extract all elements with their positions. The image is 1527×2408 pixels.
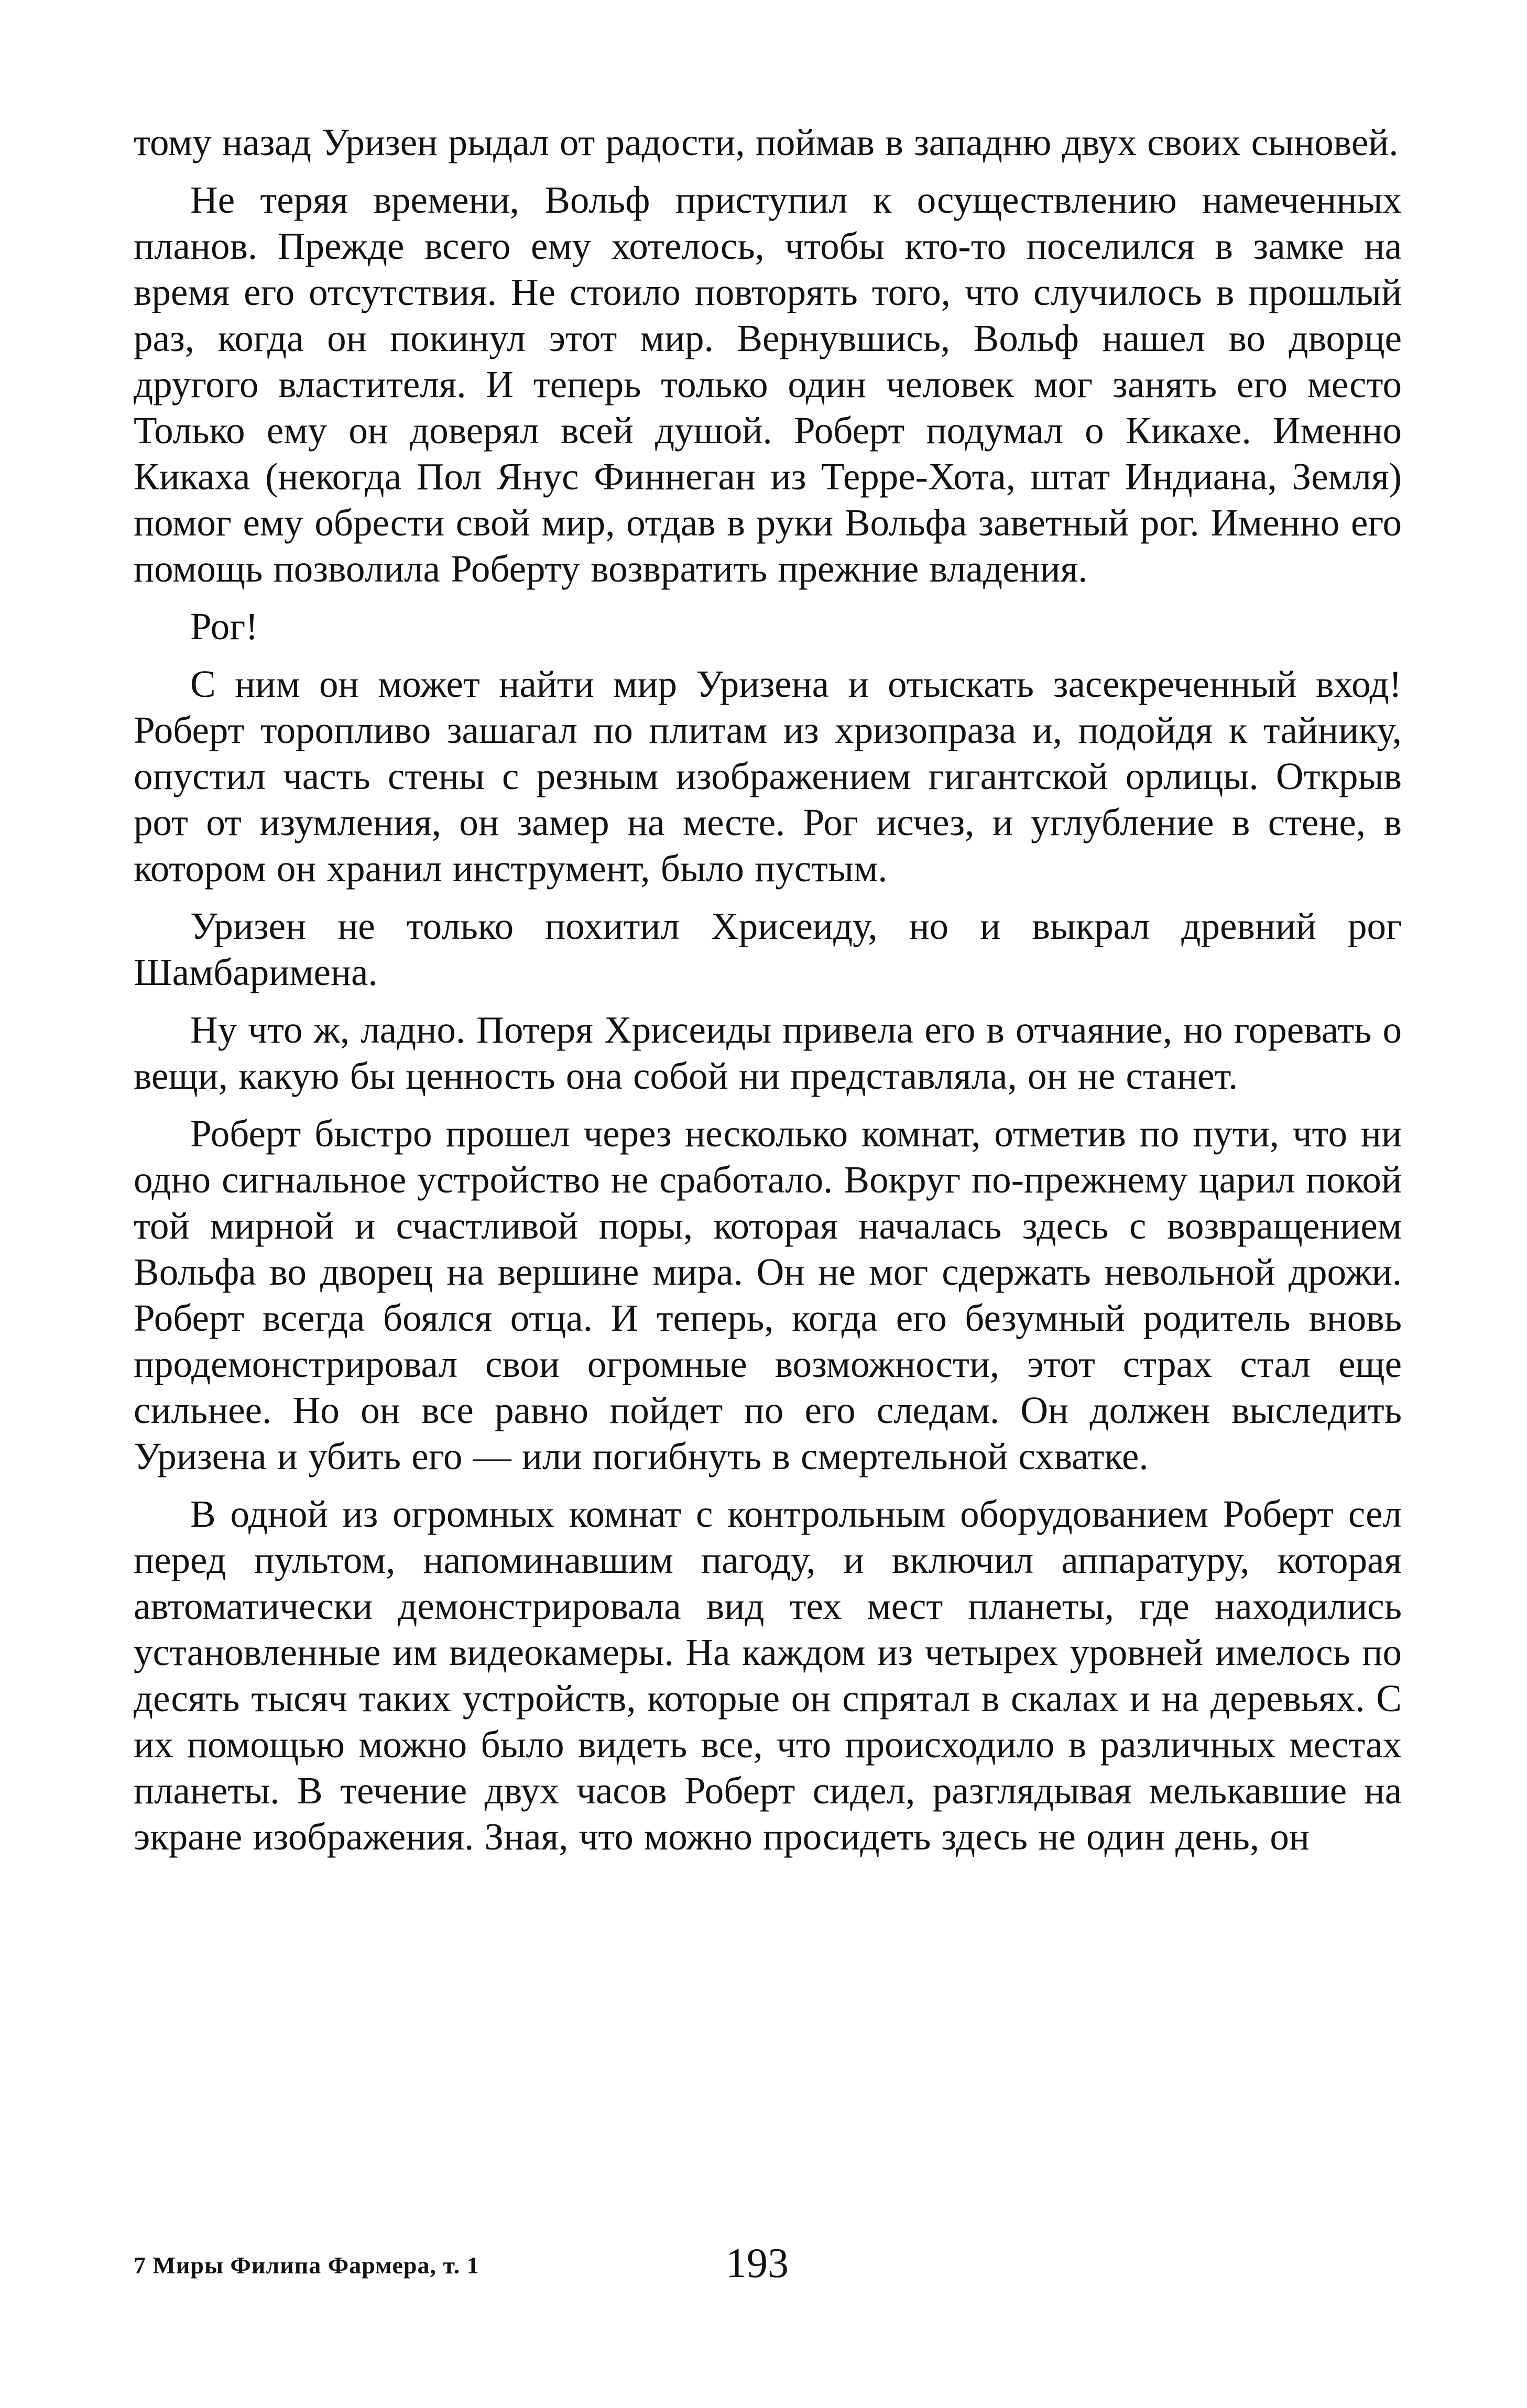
paragraph: Рог! <box>190 605 258 648</box>
paragraph: Роберт быстро прошел через несколько комнат, отметив по пути, что ни одно сигнальное устройство не сработало. Вокруг по-прежнему царил покой той мирной и счастливой поры, которая началась здесь с возвращением Вольфа во дворец на вершине мира. Он не мог сдержать невольной дрожи. Роберт всегда боялся отца. И теперь, когда его безумный родитель вновь продемонстрировал свои огромные возможности, этот страх стал еще сильнее. Но он все равно пойдет по его следам. Он должен выследить Уризена и убить его — или погибнуть в смертельной схватке. <box>134 1112 1402 1477</box>
paragraph: В одной из огромных комнат с контрольным оборудованием Роберт сел перед пультом, напоминавшим пагоду, и включил аппаратуру, которая автоматически демонстрировала вид тех мест планеты, где находились установленные им видеокамеры. На каждом из четырех уровней имелось по десять тысяч таких устройств, которые он спрятал в скалах и на деревьях. С их помощью можно было видеть все, что происходило в различных местах планеты. В течение двух часов Роберт сидел, разглядывая мелькавшие на экране изображения. Зная, что можно просидеть здесь не один день, он <box>134 1493 1402 1858</box>
paragraph: Не теряя времени, Вольф приступил к осуществлению намеченных планов. Прежде всего ему хотелось, чтобы кто-то поселился в замке на время его отсутствия. Не стоило повторять того, что случилось в прошлый раз, когда он покинул этот мир. Вернувшись, Вольф нашел во дворце другого властителя. И теперь только один человек мог занять его место Только ему он доверял всей душой. Роберт подумал о Кикахе. Именно Кикаха (некогда Пол Янус Финнеган из Терре-Хота, штат Индиана, Земля) помог ему обрести свой мир, отдав в руки Вольфа заветный рог. Именно его помощь позволила Роберту возвратить прежние владения. <box>134 179 1402 590</box>
page-footer <box>134 2240 1402 2287</box>
page-number: 193 <box>726 2240 789 2286</box>
paragraph: Ну что ж, ладно. Потеря Хрисеиды привела его в отчаяние, но горевать о вещи, какую бы ценность она собой ни представляла, он не станет. <box>134 1009 1402 1097</box>
paragraph: Уризен не только похитил Хрисеиду, но и выкрал древний рог Шамбаримена. <box>134 905 1402 993</box>
page-text <box>134 119 1402 1871</box>
paragraph-continued: тому назад Уризен рыдал от радости, поймав в западню двух своих сыновей. <box>134 121 1399 163</box>
paragraph: С ним он может найти мир Уризена и отыскать засекреченный вход! Роберт торопливо зашагал по плитам из хризопраза и, подойдя к тайнику, опустил часть стены с резным изображением гигантской орлицы. Открыв рот от изумления, он замер на месте. Рог исчез, и углубление в стене, в котором он хранил инструмент, было пустым. <box>134 663 1402 890</box>
printer-signature: 7 Миры Филипа Фармера, т. 1 <box>134 2252 479 2279</box>
